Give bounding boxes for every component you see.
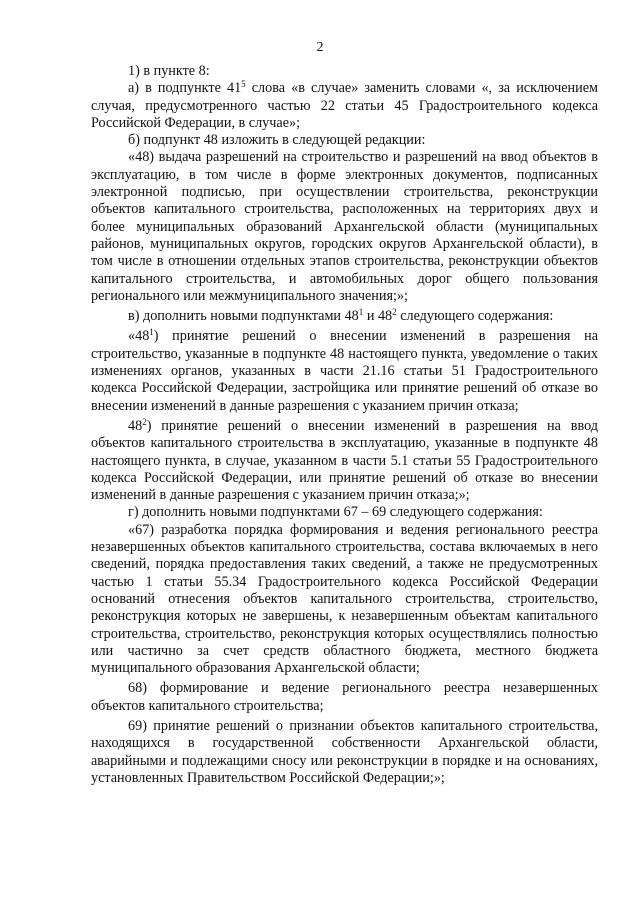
paragraph-text: следующего содержания: xyxy=(396,308,554,325)
paragraph-item-1: 1) в пункте 8: xyxy=(128,63,210,79)
superscript-index: 1 xyxy=(149,327,154,338)
paragraph-subitem-g: г) дополнить новыми подпунктами 67 – 69 следующего содержания: xyxy=(128,504,543,521)
superscript-index: 5 xyxy=(241,79,246,90)
paragraph-text: ) принятие решений о внесении изменений в разрешения на ввод объектов капитального строительства в эксплуатацию, указанные в подпункте 48 настоящего пункта, в случае, указанном в части 5.1 статьи 55 Градостроительного кодекса Российской Федерации, или принятие решений об отказе во внесении изменений в данные разрешения с указанием причин отказа;»; xyxy=(91,417,598,504)
paragraph-text: ) принятие решений о внесении изменений в разрешения на строительство, указанные в подпункте 48 настоящего пункта, уведомление о таких изменениях органов, указанных в части 21.16 статьи 51 Градостроительного кодекса Российской Федерации, застройщика или принятие решений об отказе во внесении изменений в данные разрешения с указанием причин отказа; xyxy=(91,328,598,414)
paragraph-clause-48-2 xyxy=(91,418,598,504)
paragraph-clause-48: «48) выдача разрешений на строительство и разрешений на ввод объектов в эксплуатацию, в том числе в форме электронных документов, подписанных электронной подписью, при осуществлении строительства, реконструкции объектов капитального строительства, расположенных на территориях двух и более муниципальных образований Архангельской области (муниципальных районов, муниципальных округов, городских округов Архангельской области), в том числе в отношении отдельных этапов строительства, реконструкции объектов капитального строительства, и автомобильных дорог общего пользования регионального или межмуниципального значения;»; xyxy=(91,149,598,304)
document-body xyxy=(91,63,598,787)
superscript-index: 2 xyxy=(392,307,397,318)
paragraph-clause-67: «67) разработка порядка формирования и ведения регионального реестра незавершенных объектов капитального строительства, состава включаемых в него сведений, порядка предоставления таких сведений, а также не предусмотренных частью 1 статьи 55.34 Градостроительного кодекса Российской Федерации оснований отнесения объектов капитального строительства, строительство, реконструкция которых не завершены, к незавершенным объектам капитального строительства, строительство, реконструкция которых осуществлялись полностью или частично за счет средств областного бюджета, местного бюджета муниципального образования Архангельской области; xyxy=(91,521,598,677)
paragraph-clause-68: 68) формирование и ведение регионального реестра незавершенных объектов капитального строительства; xyxy=(91,680,598,714)
paragraph-subitem-v xyxy=(91,308,598,325)
paragraph-text: «48 xyxy=(128,328,150,345)
paragraph-clause-48-1 xyxy=(91,328,598,414)
paragraph-text: а) в подпункте 41 xyxy=(128,80,242,97)
superscript-index: 1 xyxy=(358,307,364,318)
paragraph-text: слова «в случае» заменить словами «, за исключением случая, предусмотренного частью 22 статьи 45 Градостроительного кодекса Российской Федерации, в случае»; xyxy=(91,80,599,131)
paragraph-subitem-b: б) подпункт 48 изложить в следующей редакции: xyxy=(128,132,426,149)
paragraph-text: 48 xyxy=(128,417,143,434)
paragraph-text: в) дополнить новыми подпунктами 48 xyxy=(128,308,359,325)
paragraph-text: и 48 xyxy=(363,308,393,325)
superscript-index: 2 xyxy=(142,416,147,427)
paragraph-subitem-a xyxy=(91,80,598,132)
page-number: 2 xyxy=(316,40,324,55)
paragraph-clause-69: 69) принятие решений о признании объектов капитального строительства, находящихся в государственной собственности Архангельской области, аварийными и подлежащими сносу или реконструкции в порядке и на основаниях, установленных Правительством Российской Федерации;»; xyxy=(91,717,598,786)
